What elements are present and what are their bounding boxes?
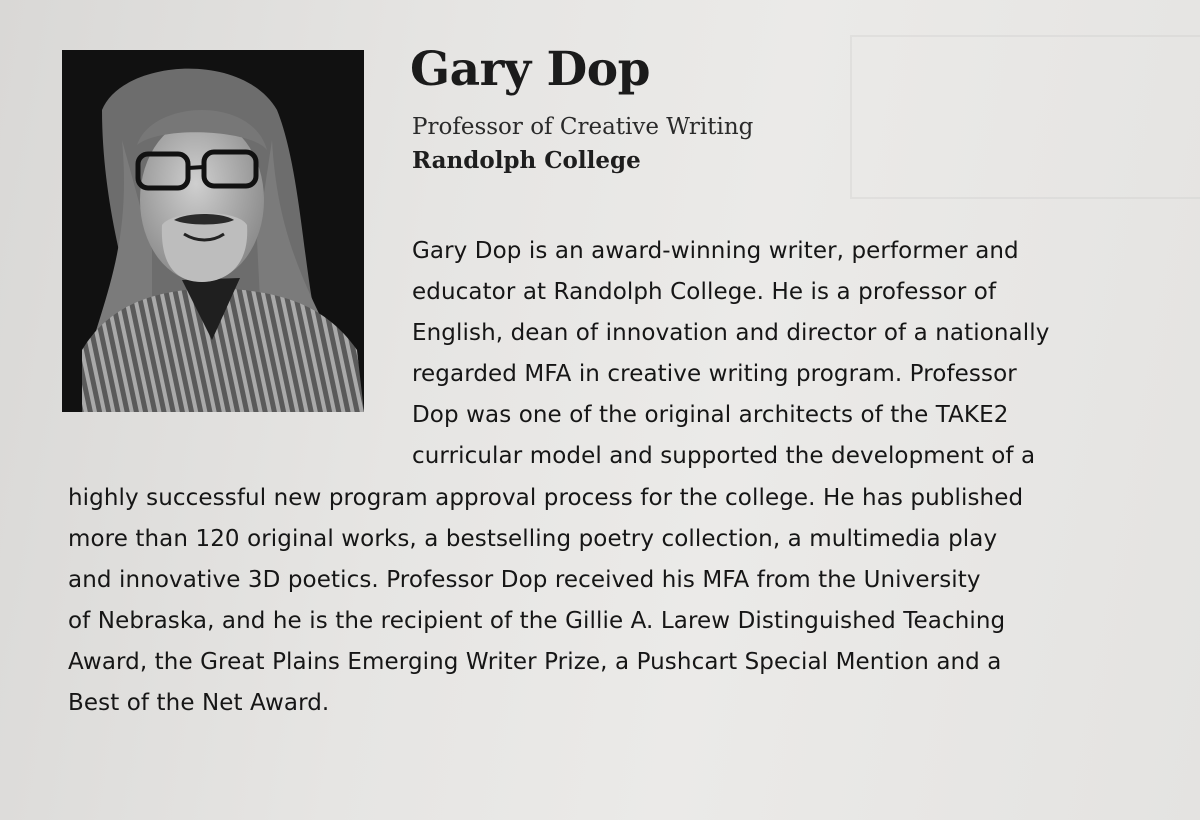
bio-line: Best of the Net Award.	[68, 690, 330, 716]
bio-line: regarded MFA in creative writing program. Professor	[412, 361, 1017, 387]
bio-line: more than 120 original works, a bestselling poetry collection, a multimedia play	[68, 526, 998, 552]
bio-line: highly successful new program approval process for the college. He has published	[68, 485, 1024, 511]
job-title: Professor of Creative Writing	[412, 114, 754, 140]
institution-name: Randolph College	[412, 147, 641, 174]
bio-line: curricular model and supported the development of a	[412, 443, 1036, 469]
bio-line: of Nebraska, and he is the recipient of the Gillie A. Larew Distinguished Teaching	[68, 608, 1006, 634]
bleed-through-frame	[850, 35, 1200, 199]
bio-line: Dop was one of the original architects of the TAKE2	[412, 402, 1009, 428]
bio-line: Award, the Great Plains Emerging Writer Prize, a Pushcart Special Mention and a	[68, 649, 1002, 675]
bio-line: Gary Dop is an award-winning writer, performer and	[412, 238, 1019, 264]
bio-line: educator at Randolph College. He is a professor of	[412, 279, 997, 305]
bio-line: and innovative 3D poetics. Professor Dop received his MFA from the University	[68, 567, 981, 593]
person-name: Gary Dop	[410, 42, 650, 97]
bio-line: English, dean of innovation and director of a nationally	[412, 320, 1050, 346]
portrait-photo	[62, 50, 364, 412]
